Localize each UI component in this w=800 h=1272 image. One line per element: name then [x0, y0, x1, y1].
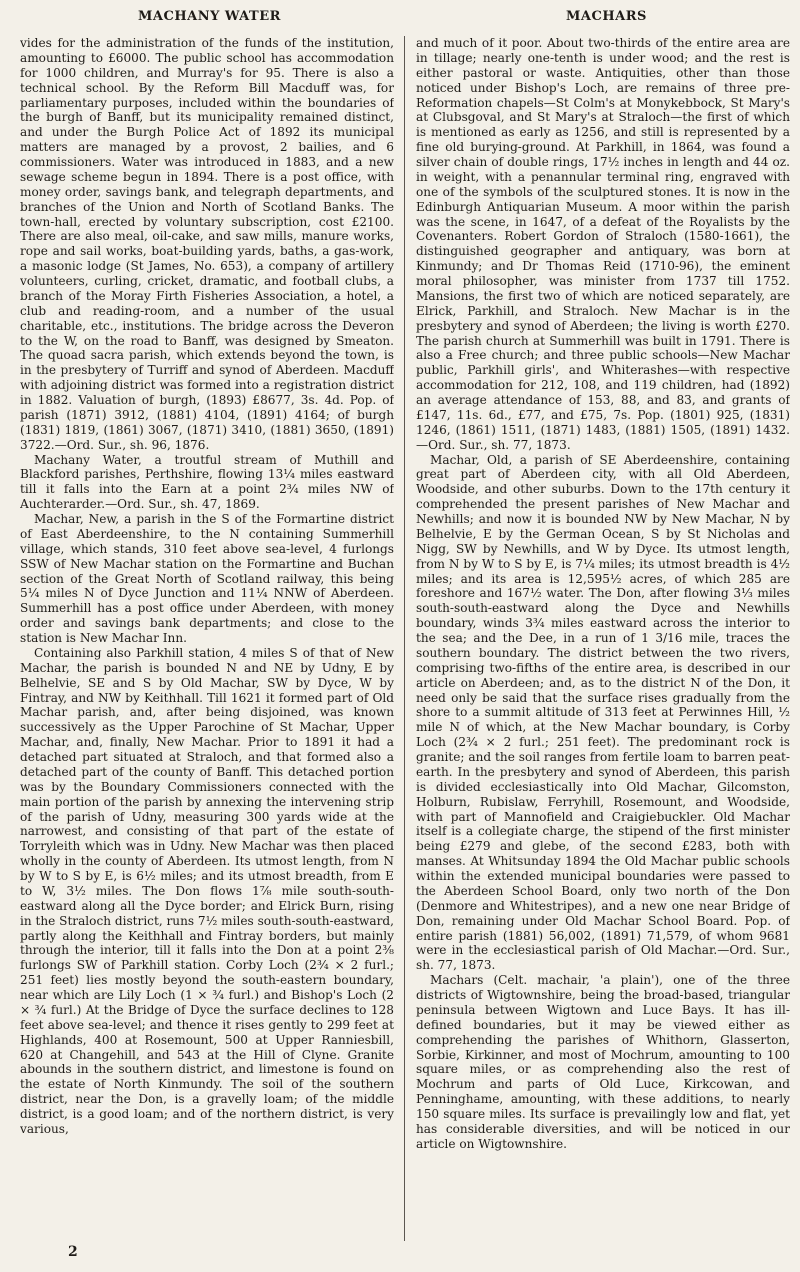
paragraph: Containing also Parkhill station, 4 miles S of that of New Machar, the parish is bounded N and NE by Udny, E by Belhelvie, SE and S by Old Machar, SW by Dyce, W by Fintray, and NW by Keithhall. Till 1621 it formed part of Old Machar parish, and, after being disjoined, was known successively as the Upper Parochine of St Machar, Upper Machar, and, finally, New Machar. Prior to 1891 it had a detached part situated at Straloch, and that formed also a detached part of the county of Banff. This detached portion was by the Boundary Commissioners connected with the main portion of the parish by annexing the intervening strip of the parish of Udny, measuring 300 yards wide at the narrowest, and consisting of that part of the estate of Torryleith which was in Udny. New Machar was then placed wholly in the county of Aberdeen. Its utmost length, from N by W to S by E, is 6½ miles; and its utmost breadth, from E to W, 3½ miles. The Don flows 1⅞ mile south-south-eastward along all the Dyce border; and Elrick Burn, rising in the Straloch district, runs 7½ miles south-south-eastward, partly along the Keithhall and Fintray borders, but mainly through the interior, till it falls into the Don at a point 2⅜ furlongs SW of Parkhill station. Corby Loch (2¾ × 2 furl.; 251 feet) lies mostly beyond the south-eastern boundary, near which are Lily Loch (1 × ¾ furl.) and Bishop's Loch (2 × ¾ furl.) At the Bridge of Dyce the surface declines to 128 feet above sea-level; and thence it rises gently to 299 feet at Highlands, 400 at Rosemount, 500 at Upper Ranniesbill, 620 at Changehill, and 543 at the Hill of Clyne. Granite abounds in the southern district, and limestone is found on the estate of North Kinmundy. The soil of the southern district, near the Don, is a gravelly loam; of the middle district, is a good loam; and of the northern district, is very various,: [20, 645, 394, 1136]
right-column: [416, 36, 790, 1242]
paragraph-machars: Machars (Celt. machair, 'a plain'), one of the three districts of Wigtownshire, being the broad-based, triangular peninsula between Wigtown and Luce Bays. It has ill-defined boundaries, but it may be viewed either as comprehending the parishes of Whithorn, Glasserton, Sorbie, Kirkinner, and most of Mochrum, amounting to 100 square miles, or as comprehending also the rest of Mochrum and parts of Old Luce, Kirkcowan, and Penninghame, amounting, with these additions, to nearly 150 square miles. Its surface is prevailingly low and flat, yet has considerable diversities, and will be noticed in our article on Wigtownshire.: [416, 973, 790, 1151]
paragraph-machar-new: Machar, New, a parish in the S of the Formartine district of East Aberdeenshire, to the N containing Summerhill village, which stands, 310 feet above sea-level, 4 furlongs SSW of New Machar station on the Formartine and Buchan section of the Great North of Scotland railway, this being 5¼ miles N of Dyce Junction and 11¼ NNW of Aberdeen. Summerhill has a post office under Aberdeen, with money order and savings bank departments; and close to the station is New Machar Inn.: [20, 512, 394, 645]
paragraph-machany-water: Machany Water, a troutful stream of Muthill and Blackford parishes, Perthshire, flowing 13¼ miles eastward till it falls into the Earn at a point 2¾ miles NW of Auchterarder.—Ord. Sur., sh. 47, 1869.: [20, 452, 394, 512]
paragraph: and much of it poor. About two-thirds of the entire area are in tillage; nearly one-tenth is under wood; and the rest is either pastoral or waste. Antiquities, other than those noticed under Bishop's Loch, are remains of three pre-Reformation chapels—St Colm's at Monykebbock, St Mary's at Clubsgoval, and St Mary's at Straloch—the first of which is mentioned as early as 1256, and still is represented by a fine old burying-ground. At Parkhill, in 1864, was found a silver chain of double rings, 17½ inches in length and 44 oz. in weight, with a penannular terminal ring, engraved with one of the symbols of the sculptured stones. It is now in the Edinburgh Antiquarian Museum. A moor within the parish was the scene, in 1647, of a defeat of the Royalists by the Covenanters. Robert Gordon of Straloch (1580-1661), the distinguished geographer and antiquary, was born at Kinmundy; and Dr Thomas Reid (1710-96), the eminent moral philosopher, was minister from 1737 till 1752. Mansions, the first two of which are noticed separately, are Elrick, Parkhill, and Straloch. New Machar is in the presbytery and synod of Aberdeen; the living is worth £270. The parish church at Summerhill was built in 1791. There is also a Free church; and three public schools—New Machar public, Parkhill girls', and Whiterashes—with respective accommodation for 212, 108, and 119 children, had (1892) an average attendance of 153, 88, and 83, and grants of £147, 11s. 6d., £77, and £75, 7s. Pop. (1801) 925, (1831) 1246, (1861) 1511, (1871) 1483, (1881) 1505, (1891) 1432.—Ord. Sur., sh. 77, 1873.: [416, 36, 790, 452]
left-column: [20, 36, 394, 1242]
running-header: [0, 0, 800, 34]
header-left: MACHANY WATER: [138, 9, 281, 24]
header-right: MACHARS: [566, 9, 647, 24]
column-divider: [404, 36, 405, 1241]
paragraph: vides for the administration of the funds of the institution, amounting to £6000. The public school has accommodation for 1000 children, and Murray's for 95. There is also a technical school. By the Reform Bill Macduff was, for parliamentary purposes, included within the boundaries of the burgh of Banff, but its municipality remained distinct, and under the Burgh Police Act of 1892 its municipal matters are managed by a provost, 2 bailies, and 6 commissioners. Water was introduced in 1883, and a new sewage scheme begun in 1894. There is a post office, with money order, savings bank, and telegraph departments, and branches of the Union and North of Scotland Banks. The town-hall, erected by voluntary subscription, cost £2100. There are also meal, oil-cake, and saw mills, manure works, rope and sail works, boat-building yards, baths, a gas-work, a masonic lodge (St James, No. 653), a company of artillery volunteers, curling, cricket, dramatic, and football clubs, a branch of the Moray Firth Fisheries Association, a hotel, a club and reading-room, and a number of the usual charitable, etc., institutions. The bridge across the Deveron to the W, on the road to Banff, was designed by Smeaton. The quoad sacra parish, which extends beyond the town, is in the presbytery of Turriff and synod of Aberdeen. Macduff with adjoining district was formed into a registration district in 1882. Valuation of burgh, (1893) £8677, 3s. 4d. Pop. of parish (1871) 3912, (1881) 4104, (1891) 4164; of burgh (1831) 1819, (1861) 3067, (1871) 3410, (1881) 3650, (1891) 3722.—Ord. Sur., sh. 96, 1876.: [20, 36, 394, 452]
page-number: 2: [68, 1244, 78, 1260]
paragraph-machar-old: Machar, Old, a parish of SE Aberdeenshire, containing great part of Aberdeen city, with all Old Aberdeen, Woodside, and other suburbs. Down to the 17th century it comprehended the present parishes of New Machar and Newhills; and now it is bounded NW by New Machar, N by Belhelvie, E by the German Ocean, S by St Nicholas and Nigg, SW by Newhills, and W by Dyce. Its utmost length, from N by W to S by E, is 7¼ miles; its utmost breadth is 4½ miles; and its area is 12,595½ acres, of which 285 are foreshore and 167½ water. The Don, after flowing 3⅓ miles south-south-eastward along the Dyce and Newhills boundary, winds 3¾ miles eastward across the interior to the sea; and the Dee, in a run of 1 3/16 mile, traces the southern boundary. The district between the two rivers, comprising two-fifths of the entire area, is described in our article on Aberdeen; and, as to the district N of the Don, it need only be said that the surface rises gradually from the shore to a summit altitude of 313 feet at Perwinnes Hill, ½ mile N of which, at the New Machar boundary, is Corby Loch (2¾ × 2 furl.; 251 feet). The predominant rock is granite; and the soil ranges from fertile loam to barren peat-earth. In the presbytery and synod of Aberdeen, this parish is divided ecclesiastically into Old Machar, Gilcomston, Holburn, Rubislaw, Ferryhill, Rosemount, and Woodside, with part of Mannofield and Craigiebuckler. Old Machar itself is a collegiate charge, the stipend of the first minister being £279 and glebe, of the second £283, both with manses. At Whitsunday 1894 the Old Machar public schools within the extended municipal boundaries were passed to the Aberdeen School Board, only two north of the Don (Denmore and Whitestripes), and a new one near Bridge of Don, remaining under Old Machar School Board. Pop. of entire parish (1881) 56,002, (1891) 71,579, of whom 9681 were in the ecclesiastical parish of Old Machar.—Ord. Sur., sh. 77, 1873.: [416, 452, 790, 973]
